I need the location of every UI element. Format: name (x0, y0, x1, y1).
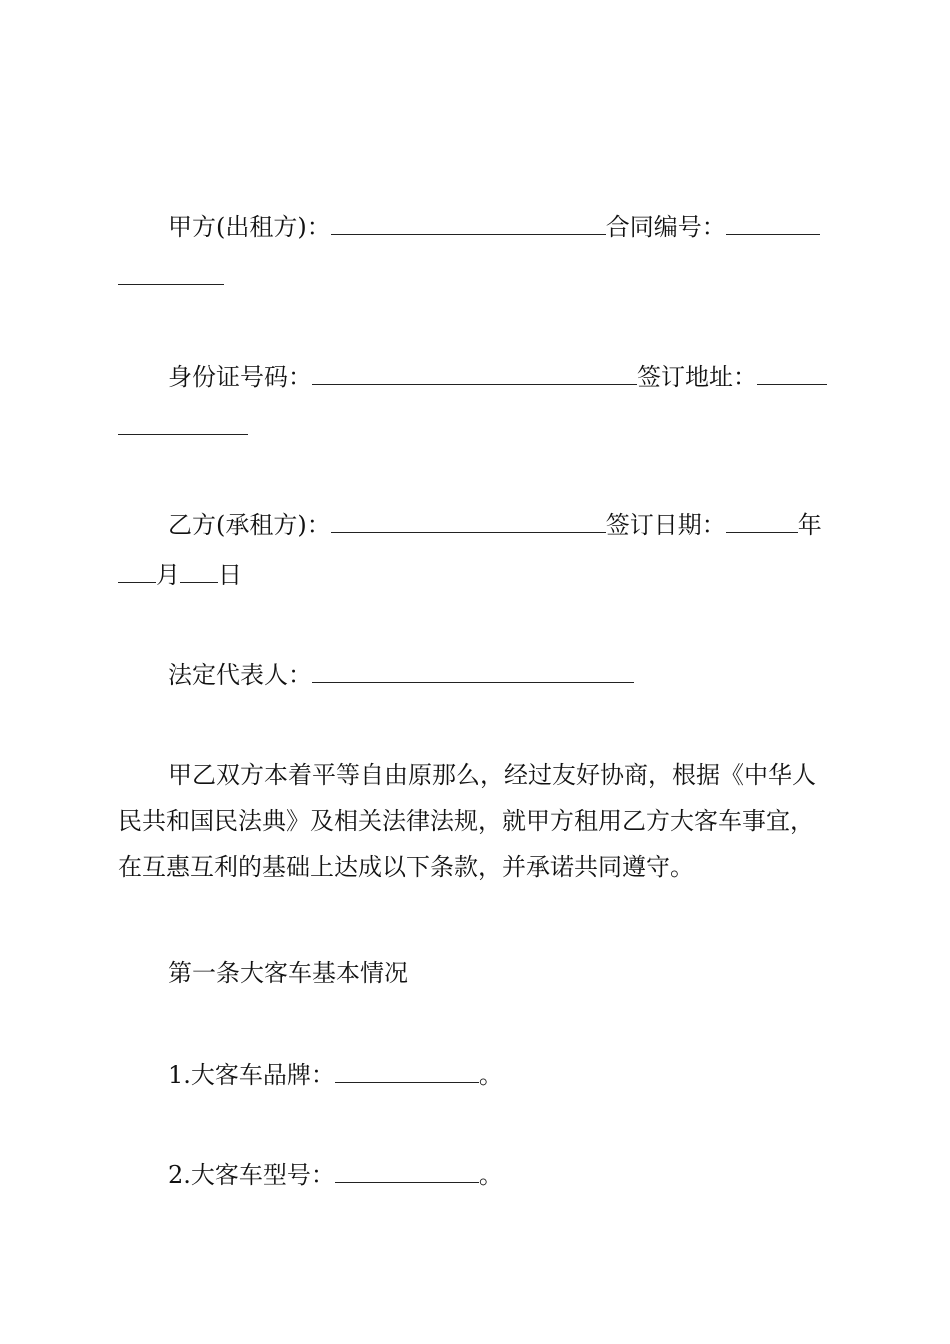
item-2-blank (335, 1160, 479, 1183)
party-a-row (168, 212, 820, 242)
party-b-label: 乙方(承租方)： (168, 511, 331, 539)
item-1-row (168, 1060, 503, 1090)
sign-place-blank-cont (118, 412, 248, 442)
party-a-blank (331, 212, 606, 235)
contract-no-blank-cont (118, 262, 224, 292)
id-number-label: 身份证号码： (168, 363, 312, 391)
item-2-period: 。 (478, 1161, 503, 1189)
sign-place-blank (757, 362, 827, 385)
id-number-blank (312, 362, 637, 385)
year-blank (726, 510, 798, 533)
sign-place-label: 签订地址： (637, 363, 757, 391)
party-a-label: 甲方(出租方)： (168, 213, 331, 241)
article-1-title: 第一条大客车基本情况 (168, 959, 408, 987)
day-char: 日 (218, 561, 242, 589)
id-number-row (168, 362, 827, 392)
legal-rep-label: 法定代表人： (168, 661, 312, 689)
party-b-blank (331, 510, 606, 533)
party-b-row (168, 510, 822, 540)
item-1-period: 。 (478, 1061, 503, 1089)
year-char: 年 (797, 511, 822, 539)
preamble-paragraph: 甲乙双方本着平等自由原那么，经过友好协商，根据《中华人民共和国民法典》及相关法律法规，就甲方租用乙方大客车事宜，在互惠互利的基础上达成以下条款，并承诺共同遵守。 (118, 761, 816, 881)
legal-rep-row (168, 660, 634, 690)
contract-no-label: 合同编号： (605, 213, 726, 241)
month-blank (118, 560, 156, 583)
month-char: 月 (156, 561, 180, 589)
item-2-label: 2.大客车型号： (168, 1161, 335, 1189)
item-1-blank (335, 1060, 479, 1083)
legal-rep-blank (312, 660, 634, 683)
sign-date-label: 签订日期： (605, 511, 726, 539)
item-1-label: 1.大客车品牌： (168, 1061, 335, 1089)
sign-date-cont (118, 560, 242, 590)
contract-no-blank (726, 212, 820, 235)
item-2-row (168, 1160, 503, 1190)
day-blank (180, 560, 218, 583)
